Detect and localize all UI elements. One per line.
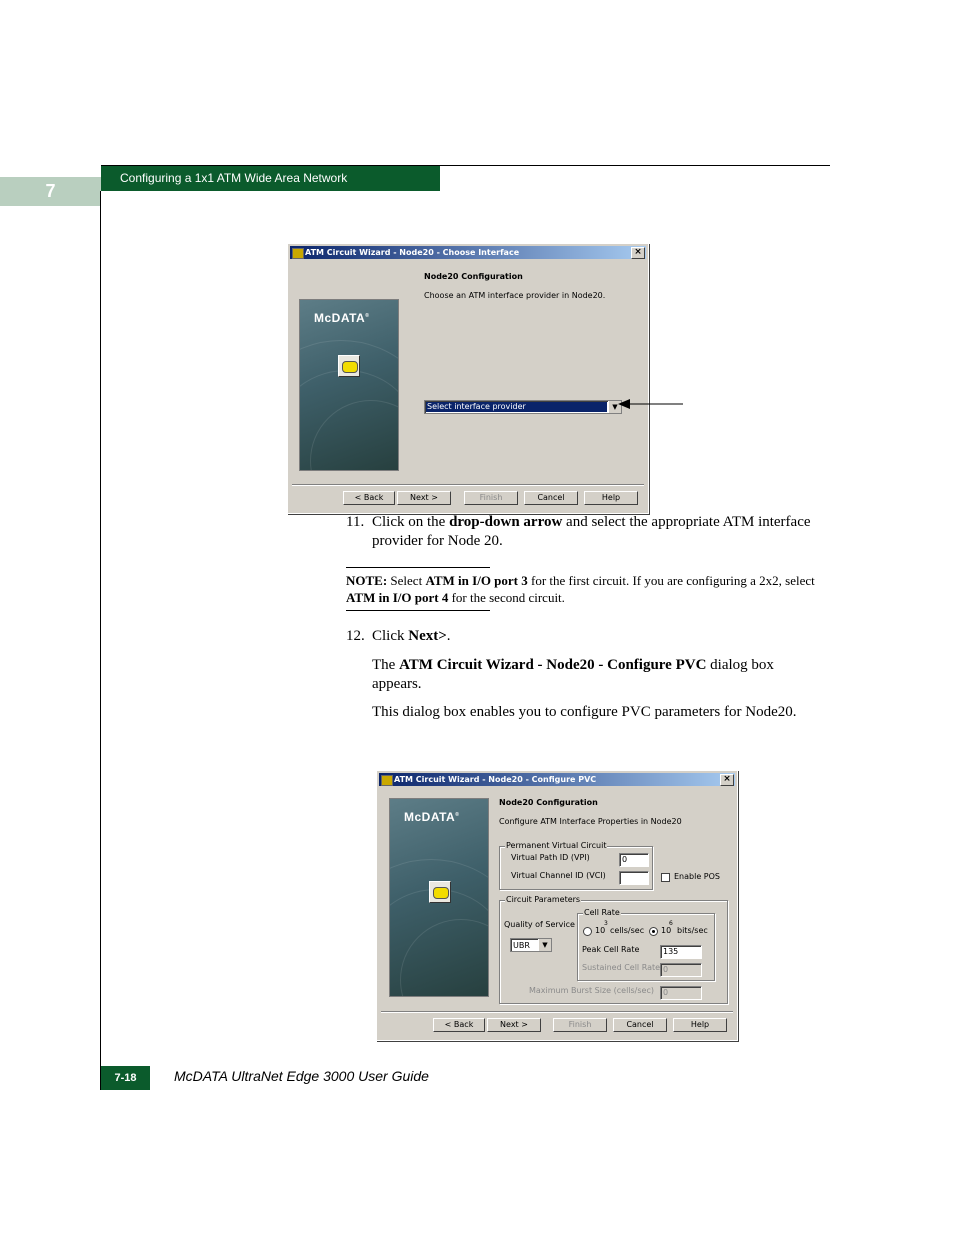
vpi-input[interactable]: 0	[619, 853, 649, 867]
mcdata-logo: McDATA®	[314, 311, 370, 325]
step-11-text: Click on the drop-down arrow and select the appropriate ATM interface provider for Node 20.	[372, 514, 811, 549]
dialog-title: ATM Circuit Wizard - Node20 - Choose Interface	[305, 248, 520, 257]
dropdown-value: Select interface provider	[426, 402, 607, 412]
callout-arrow	[615, 396, 685, 412]
cancel-button[interactable]: Cancel	[613, 1018, 667, 1032]
mcdata-logo: McDATA®	[404, 810, 460, 824]
note-rule-top	[346, 567, 490, 568]
peak-cell-rate-label: Peak Cell Rate	[582, 945, 640, 954]
margin-rule	[100, 191, 101, 1090]
qos-label: Quality of Service	[504, 920, 575, 929]
finish-button[interactable]: Finish	[464, 491, 518, 505]
pvc-group-label: Permanent Virtual Circuit	[506, 841, 607, 850]
page-number: 7-18	[101, 1066, 150, 1090]
peak-cell-rate-input[interactable]: 135	[660, 945, 702, 959]
config-instruction: Choose an ATM interface provider in Node20.	[424, 291, 606, 300]
choose-interface-dialog	[287, 243, 649, 514]
step-12-paragraph-1: The ATM Circuit Wizard - Node20 - Configure PVC dialog box appears.	[372, 657, 774, 692]
next-button[interactable]: Next >	[487, 1018, 541, 1032]
app-icon	[381, 775, 393, 786]
finish-button[interactable]: Finish	[553, 1018, 607, 1032]
sustained-cell-rate-label: Sustained Cell Rate	[582, 963, 661, 972]
wizard-icon	[429, 881, 451, 903]
step-12-number: 12.	[346, 628, 365, 644]
max-burst-size-input[interactable]: 0	[660, 986, 702, 1000]
rate-unit2-exponent: 6	[669, 920, 673, 927]
step-12-text: Click Next>.	[372, 628, 451, 644]
interface-provider-dropdown[interactable]	[424, 400, 622, 414]
enable-pos-checkbox[interactable]	[661, 873, 670, 882]
close-icon[interactable]: ×	[720, 774, 734, 786]
back-button[interactable]: < Back	[343, 491, 395, 505]
cancel-button[interactable]: Cancel	[524, 491, 578, 505]
wizard-icon	[338, 355, 360, 377]
chevron-down-icon[interactable]: ▼	[608, 401, 621, 413]
chapter-number: 7	[0, 177, 101, 206]
note-text: NOTE: Select ATM in I/O port 3 for the first circuit. If you are configuring a 2x2, select ATM in I/O port 4 for the second circuit.	[346, 573, 815, 605]
guide-title: McDATA UltraNet Edge 3000 User Guide	[174, 1068, 429, 1084]
button-separator	[381, 1011, 733, 1013]
vpi-label: Virtual Path ID (VPI)	[511, 853, 590, 862]
max-burst-size-label: Maximum Burst Size (cells/sec)	[529, 986, 654, 995]
config-instruction: Configure ATM Interface Properties in Node20	[499, 817, 682, 826]
dialog-title: ATM Circuit Wizard - Node20 - Configure PVC	[394, 775, 597, 784]
dialog-titlebar	[379, 773, 735, 786]
rate-unit1-label: cells/sec	[610, 926, 645, 935]
rate-unit1-base: 10	[595, 926, 606, 935]
rate-unit1-exponent: 3	[604, 920, 608, 927]
cells-per-sec-radio[interactable]	[583, 927, 592, 936]
button-separator	[292, 484, 644, 486]
sustained-cell-rate-input[interactable]: 0	[660, 963, 702, 977]
step-12-paragraph-2: This dialog box enables you to configure PVC parameters for Node20.	[372, 704, 797, 720]
back-button[interactable]: < Back	[433, 1018, 485, 1032]
help-button[interactable]: Help	[673, 1018, 727, 1032]
brand-panel	[389, 798, 489, 997]
dialog-titlebar	[290, 246, 646, 259]
bits-per-sec-radio[interactable]	[649, 927, 658, 936]
configure-pvc-dialog	[376, 770, 738, 1041]
rate-unit2-label: bits/sec	[677, 926, 708, 935]
chevron-down-icon[interactable]: ▼	[538, 939, 551, 951]
section-title: Configuring a 1x1 ATM Wide Area Network	[101, 166, 440, 191]
config-heading: Node20 Configuration	[424, 272, 523, 281]
note-rule-bottom	[346, 610, 490, 611]
qos-dropdown[interactable]	[510, 938, 552, 952]
vci-label: Virtual Channel ID (VCI)	[511, 871, 606, 880]
vci-input[interactable]	[619, 871, 649, 885]
brand-panel	[299, 299, 399, 471]
qos-value: UBR	[513, 941, 530, 950]
app-icon	[292, 248, 304, 259]
config-heading: Node20 Configuration	[499, 798, 598, 807]
step-11-number: 11.	[346, 514, 365, 530]
circuit-parameters-label: Circuit Parameters	[506, 895, 581, 904]
enable-pos-label: Enable POS	[674, 872, 720, 881]
cell-rate-label: Cell Rate	[584, 908, 620, 917]
help-button[interactable]: Help	[584, 491, 638, 505]
close-icon[interactable]: ×	[631, 247, 645, 259]
next-button[interactable]: Next >	[397, 491, 451, 505]
rate-unit2-base: 10	[661, 926, 672, 935]
